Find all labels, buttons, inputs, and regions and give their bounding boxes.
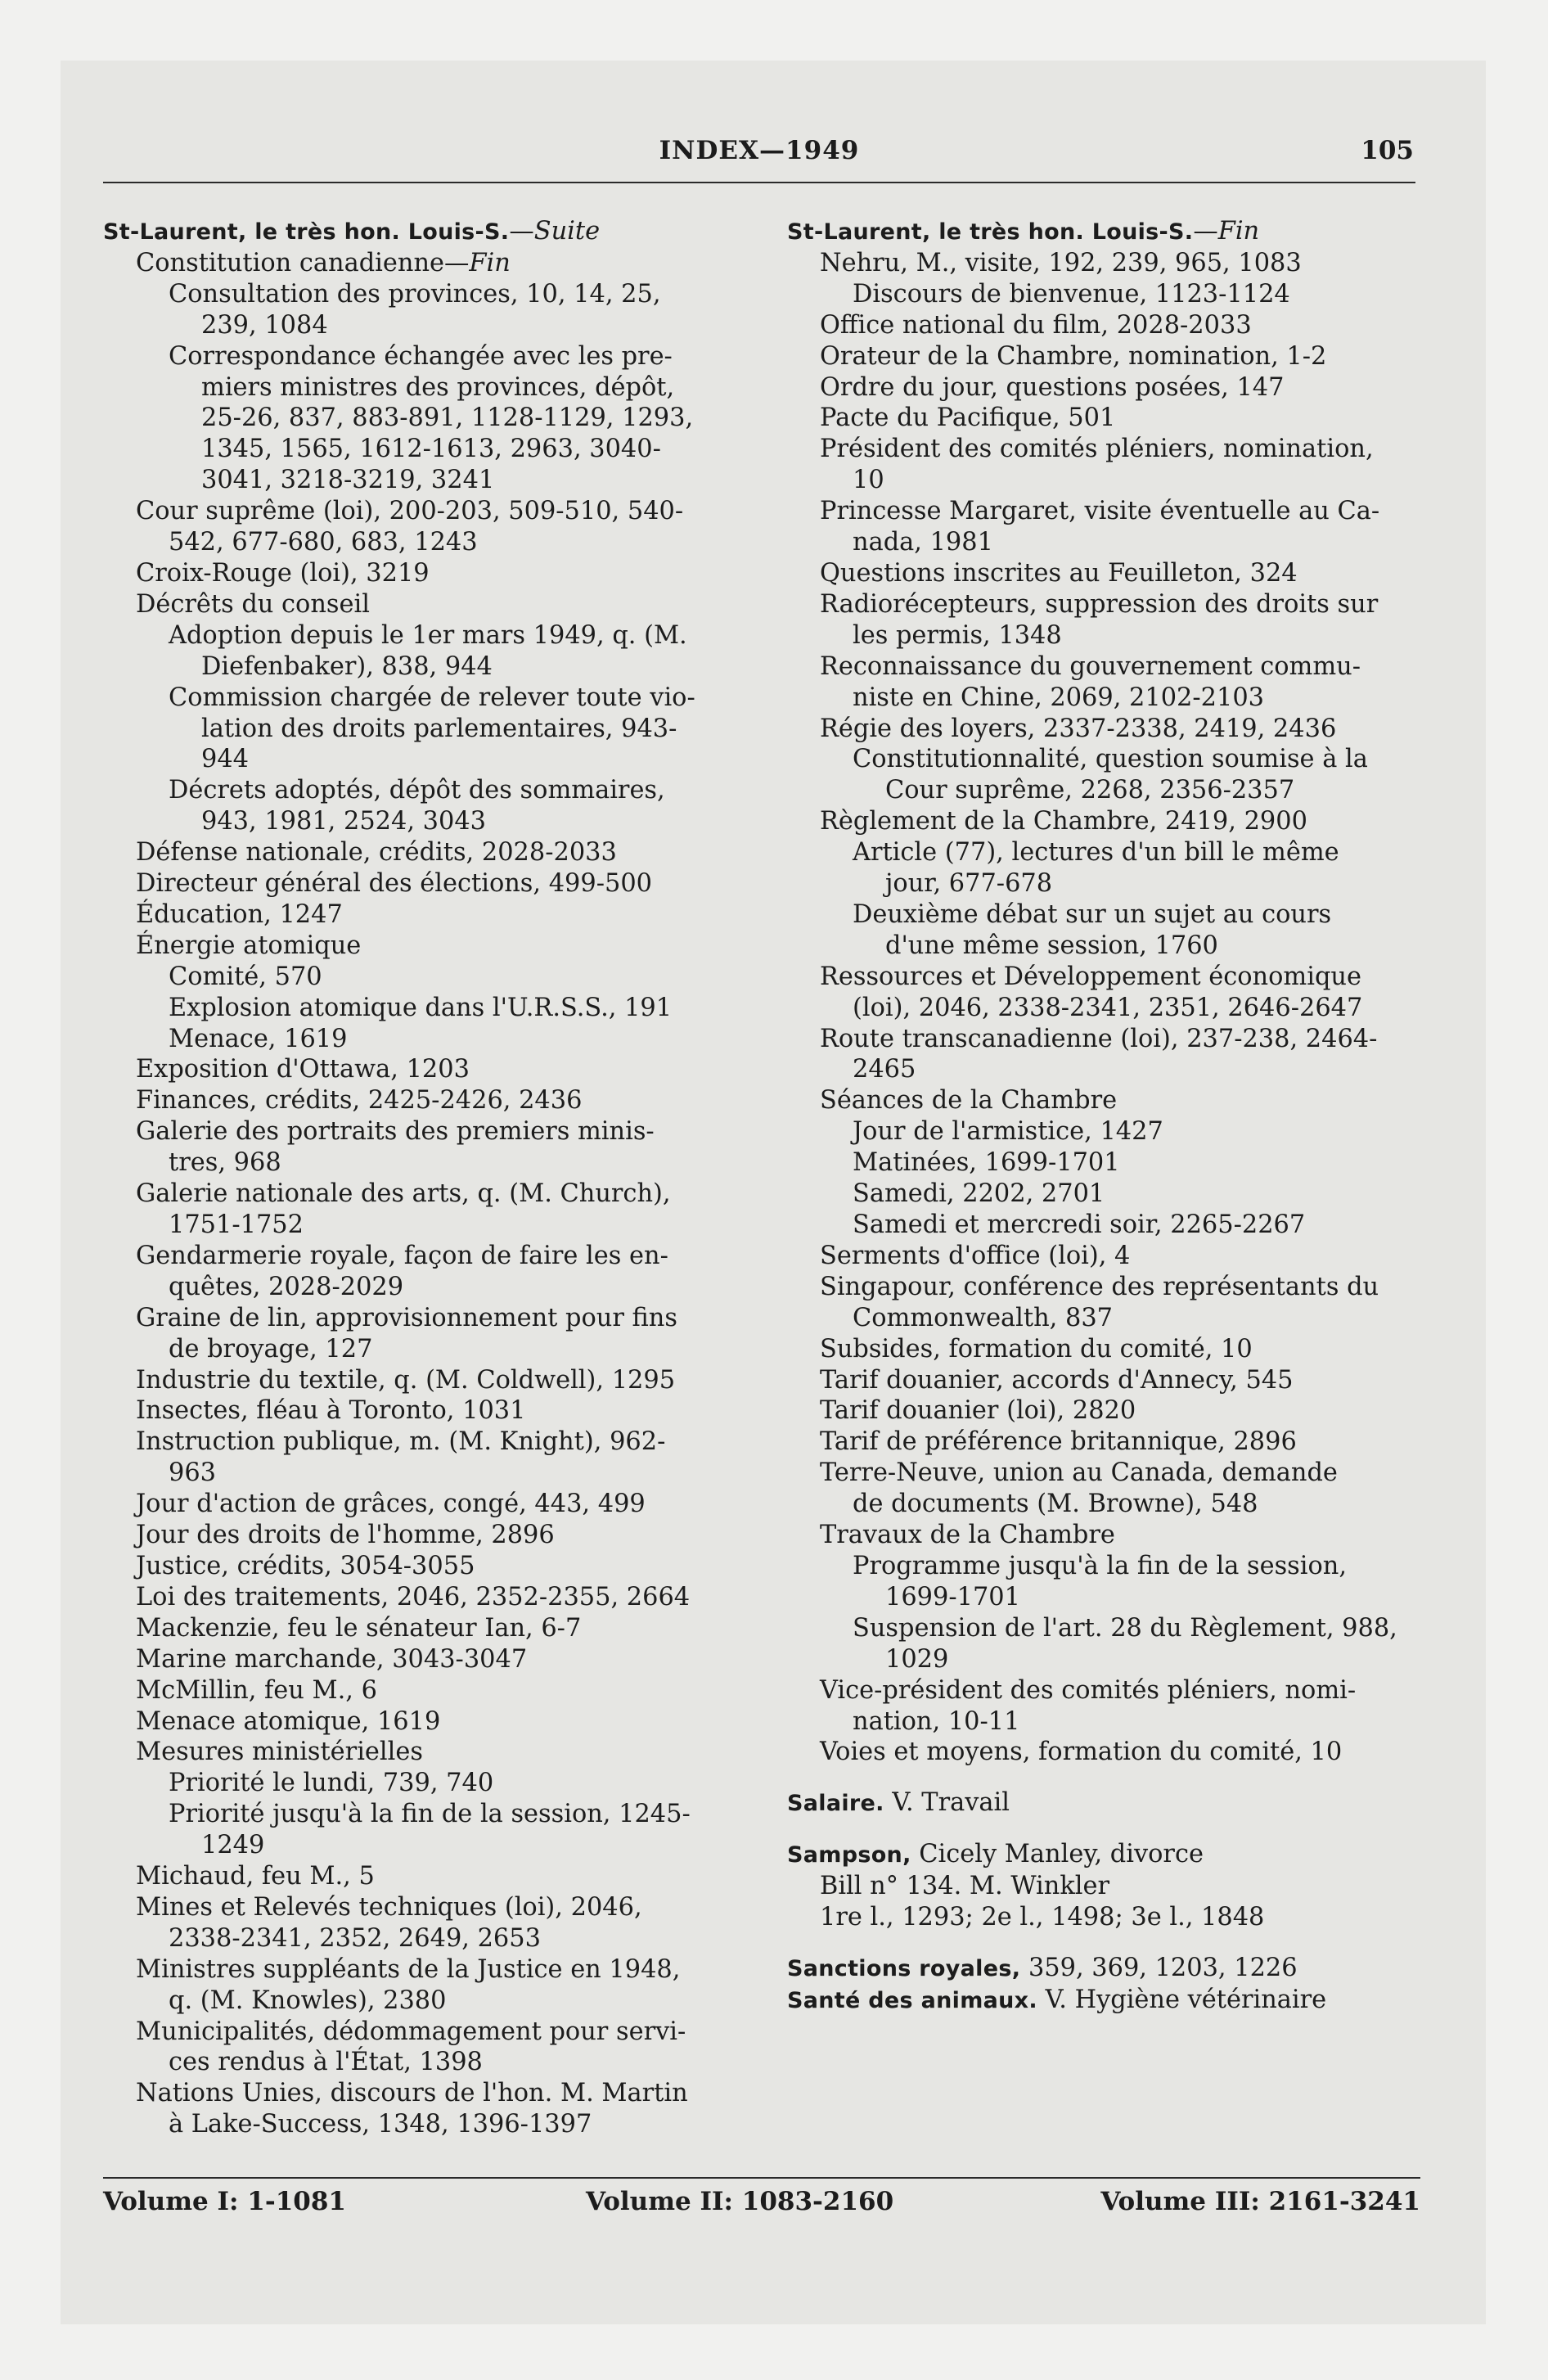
index-entry-line: (loi), 2046, 2338-2341, 2351, 2646-2647 — [853, 993, 1363, 1022]
index-entry-line: Éducation, 1247 — [136, 899, 343, 929]
page-number: 105 — [1361, 136, 1414, 165]
index-entry-line: Programme jusqu'à la fin de la session, — [853, 1551, 1348, 1580]
volume-footer — [103, 2177, 1420, 2220]
index-entry-line: Municipalités, dédommagement pour servi- — [136, 2017, 686, 2046]
index-heading — [787, 1839, 1433, 1871]
heading-refs: V. Hygiène vétérinaire — [1037, 1985, 1327, 2014]
index-entry-line: Mackenzie, feu le sénateur Ian, 6-7 — [136, 1613, 582, 1643]
index-entry-line: Suspension de l'art. 28 du Règlement, 988, — [853, 1613, 1397, 1643]
index-entry-line: Bill n° 134. M. Winkler — [820, 1872, 1109, 1901]
index-entry-line: Route transcanadienne (loi), 237-238, 2464- — [820, 1024, 1378, 1053]
index-entry-line: Décrets adoptés, dépôt des sommaires, — [169, 776, 665, 805]
subheading-continuation: Fin — [469, 248, 511, 277]
index-entry-line: Princesse Margaret, visite éventuelle au Ca- — [820, 497, 1380, 526]
index-entry-line: Graine de lin, approvisionnement pour fins — [136, 1303, 677, 1332]
index-entry-line: Jour de l'armistice, 1427 — [853, 1117, 1163, 1147]
index-entry-line: 25-26, 837, 883-891, 1128-1129, 1293, — [201, 403, 694, 433]
index-entry-line: Priorité le lundi, 739, 740 — [169, 1769, 494, 1798]
index-entry-line: Insectes, fléau à Toronto, 1031 — [136, 1396, 526, 1426]
index-entry-line: Singapour, conférence des représentants du — [820, 1272, 1379, 1301]
index-entry-line: Article (77), lectures d'un bill le même — [853, 838, 1339, 868]
index-entry-line: d'une même session, 1760 — [885, 931, 1218, 960]
index-entry-line: Jour des droits de l'homme, 2896 — [136, 1521, 555, 1550]
index-entry-line: Vice-président des comités pléniers, nomi- — [820, 1675, 1357, 1705]
index-entry-line: Directeur général des élections, 499-500 — [136, 869, 653, 899]
heading-dash: — — [1193, 217, 1218, 246]
index-entry-line: Correspondance échangée avec les pre- — [169, 341, 673, 371]
index-entry-line: Énergie atomique — [136, 931, 362, 960]
index-entry-line: Loi des traitements, 2046, 2352-2355, 2664 — [136, 1582, 691, 1611]
index-entry-line: 542, 677-680, 683, 1243 — [169, 528, 478, 557]
entry-gap — [787, 1819, 1433, 1839]
index-entry-line: Instruction publique, m. (M. Knight), 962- — [136, 1427, 666, 1457]
index-entry-line: Mines et Relevés techniques (loi), 2046, — [136, 1892, 642, 1922]
index-entry-line: Tarif douanier (loi), 2820 — [820, 1396, 1136, 1426]
index-entry-line: Samedi, 2202, 2701 — [853, 1179, 1105, 1209]
index-entry-line: 1re l., 1293; 2e l., 1498; 3e l., 1848 — [820, 1903, 1265, 1932]
index-entry-line: Tarif douanier, accords d'Annecy, 545 — [820, 1365, 1294, 1395]
index-entry-line: à Lake-Success, 1348, 1396-1397 — [169, 2110, 592, 2139]
index-entry-line: Industrie du textile, q. (M. Coldwell), 1295 — [136, 1365, 676, 1395]
index-entry-line: Adoption depuis le 1er mars 1949, q. (M. — [169, 620, 687, 650]
index-entry-line: Explosion atomique dans l'U.R.S.S., 191 — [169, 993, 673, 1022]
index-entry-line: Ressources et Développement économique — [820, 962, 1361, 991]
index-entry-line: les permis, 1348 — [853, 620, 1062, 650]
heading-term: Sanctions royales, — [787, 1955, 1021, 1981]
index-entry-line: Jour d'action de grâces, congé, 443, 499 — [136, 1490, 646, 1519]
heading-term: Sampson, — [787, 1842, 911, 1868]
index-entry-line: Tarif de préférence britannique, 2896 — [820, 1427, 1297, 1457]
index-entry-line: Radiorécepteurs, suppression des droits sur — [820, 589, 1379, 619]
index-entry-line: Menace, 1619 — [169, 1024, 348, 1053]
index-entry-line: Subsides, formation du comité, 10 — [820, 1334, 1253, 1364]
index-entry-line: Gendarmerie royale, façon de faire les en- — [136, 1241, 668, 1270]
heading-term: Salaire. — [787, 1791, 884, 1817]
index-entry-line: Exposition d'Ottawa, 1203 — [136, 1055, 470, 1084]
heading-refs: Cicely Manley, divorce — [911, 1840, 1204, 1869]
index-entry-line: 1699-1701 — [885, 1582, 1020, 1611]
index-entry-line: Galerie des portraits des premiers minis- — [136, 1117, 655, 1147]
index-entry-line: 943, 1981, 2524, 3043 — [201, 807, 486, 836]
index-entry-line: 1029 — [885, 1644, 949, 1674]
index-heading — [787, 1985, 1433, 2017]
index-column-right — [787, 216, 1433, 2017]
index-entry-line: Ministres suppléants de la Justice en 1948, — [136, 1954, 681, 1984]
index-entry-line: Comité, 570 — [169, 962, 322, 991]
index-entry-line: 1249 — [201, 1831, 265, 1860]
index-entry-line: Séances de la Chambre — [820, 1086, 1118, 1116]
index-entry-line: Règlement de la Chambre, 2419, 2900 — [820, 807, 1307, 836]
index-entry-line: ces rendus à l'État, 1398 — [169, 2048, 483, 2077]
heading-continuation: Suite — [533, 217, 601, 246]
index-entry-line: jour, 677-678 — [885, 869, 1053, 899]
index-entry-line: Voies et moyens, formation du comité, 10 — [820, 1738, 1343, 1767]
heading-term: St-Laurent, le très hon. Louis-S. — [787, 219, 1194, 245]
index-entry-line: 3041, 3218-3219, 3241 — [201, 466, 495, 495]
index-entry-line: niste en Chine, 2069, 2102-2103 — [853, 683, 1265, 712]
page-title: INDEX—1949 — [659, 136, 860, 165]
index-entry-line: Travaux de la Chambre — [820, 1521, 1115, 1550]
index-entry-line: Orateur de la Chambre, nomination, 1-2 — [820, 341, 1327, 371]
index-entry-line: Consultation des provinces, 10, 14, 25, — [169, 279, 661, 309]
index-heading — [787, 1953, 1433, 1985]
index-entry-line: nada, 1981 — [853, 528, 993, 557]
index-entry-line: Marine marchande, 3043-3047 — [136, 1644, 528, 1674]
heading-term: St-Laurent, le très hon. Louis-S. — [103, 219, 510, 245]
index-entry-line: Diefenbaker), 838, 944 — [201, 651, 493, 681]
index-entry-line: 1751-1752 — [169, 1210, 304, 1239]
index-entry-line: quêtes, 2028-2029 — [169, 1272, 404, 1301]
index-entry-line: de documents (M. Browne), 548 — [853, 1490, 1258, 1519]
index-entry-line: Questions inscrites au Feuilleton, 324 — [820, 558, 1298, 588]
index-entry-line: Reconnaissance du gouvernement commu- — [820, 651, 1361, 681]
index-entry-line: Michaud, feu M., 5 — [136, 1862, 375, 1891]
index-entry-line: Matinées, 1699-1701 — [853, 1148, 1120, 1178]
subheading-text: Constitution canadienne— — [136, 248, 470, 277]
index-entry-line: Deuxième débat sur un sujet au cours — [853, 899, 1332, 929]
index-entry-line: 2338-2341, 2352, 2649, 2653 — [169, 1923, 541, 1953]
entry-gap — [787, 1768, 1433, 1787]
index-heading — [787, 216, 1433, 248]
volume-3-range: Volume III: 2161-3241 — [1100, 2187, 1420, 2216]
index-entry-line: Cour suprême, 2268, 2356-2357 — [885, 776, 1295, 805]
index-heading — [103, 216, 741, 248]
index-entry-line: Discours de bienvenue, 1123-1124 — [853, 279, 1290, 309]
index-column-left — [103, 216, 741, 2140]
heading-continuation: Fin — [1217, 217, 1260, 246]
index-entry-line: 944 — [201, 745, 250, 774]
index-entry-line: Régie des loyers, 2337-2338, 2419, 2436 — [820, 714, 1337, 743]
index-entry-line: Cour suprême (loi), 200-203, 509-510, 540- — [136, 497, 684, 526]
index-entry-line: Galerie nationale des arts, q. (M. Church), — [136, 1179, 671, 1209]
index-entry-line: Ordre du jour, questions posées, 147 — [820, 372, 1285, 402]
index-entry-line: 963 — [169, 1458, 217, 1488]
index-entry-line: 239, 1084 — [201, 310, 328, 340]
index-entry-line: Justice, crédits, 3054-3055 — [136, 1551, 475, 1580]
index-entry-line: Constitutionnalité, question soumise à la — [853, 745, 1368, 774]
index-entry-line: 1345, 1565, 1612-1613, 2963, 3040- — [201, 435, 661, 464]
entry-gap — [787, 1933, 1433, 1953]
index-entry-line: lation des droits parlementaires, 943- — [201, 714, 677, 743]
index-entry-line: Priorité jusqu'à la fin de la session, 1245- — [169, 1800, 691, 1829]
index-entry-line: nation, 10-11 — [853, 1706, 1020, 1736]
index-entry-line: q. (M. Knowles), 2380 — [169, 1986, 447, 2015]
index-entry-line: Serments d'office (loi), 4 — [820, 1241, 1131, 1270]
index-entry-line: Menace atomique, 1619 — [136, 1706, 441, 1736]
index-entry-line: Défense nationale, crédits, 2028-2033 — [136, 838, 617, 868]
index-heading — [787, 1787, 1433, 1819]
index-entry-line: Pacte du Pacifique, 501 — [820, 403, 1116, 433]
index-entry-line: Président des comités pléniers, nomination, — [820, 435, 1374, 464]
index-entry-line: de broyage, 127 — [169, 1334, 373, 1364]
volume-1-range: Volume I: 1-1081 — [103, 2187, 346, 2216]
heading-refs: 359, 369, 1203, 1226 — [1020, 1953, 1298, 1982]
index-entry-line: McMillin, feu M., 6 — [136, 1675, 377, 1705]
running-head — [103, 136, 1415, 183]
index-entry-line: Nehru, M., visite, 192, 239, 965, 1083 — [820, 248, 1302, 277]
index-entry-line: Terre-Neuve, union au Canada, demande — [820, 1458, 1338, 1488]
index-entry-line: Office national du film, 2028-2033 — [820, 310, 1252, 340]
index-entry-line: Commission chargée de relever toute vio- — [169, 683, 695, 712]
index-entry-line: tres, 968 — [169, 1148, 281, 1178]
index-entry-line: 2465 — [853, 1055, 916, 1084]
index-entry-line: Finances, crédits, 2425-2426, 2436 — [136, 1086, 583, 1116]
index-subheading — [103, 248, 741, 279]
index-entry-line: Décrêts du conseil — [136, 589, 370, 619]
volume-2-range: Volume II: 1083-2160 — [586, 2187, 894, 2216]
heading-term: Santé des animaux. — [787, 1987, 1037, 2013]
index-entry-line: Samedi et mercredi soir, 2265-2267 — [853, 1210, 1306, 1239]
index-entry-line: Nations Unies, discours de l'hon. M. Martin — [136, 2079, 688, 2108]
index-entry-line: miers ministres des provinces, dépôt, — [201, 372, 675, 402]
heading-dash: — — [509, 217, 534, 246]
index-entry-line: 10 — [853, 466, 884, 495]
index-entry-line: Mesures ministérielles — [136, 1738, 423, 1767]
index-entry-line: Croix-Rouge (loi), 3219 — [136, 558, 430, 588]
index-entry-line: Commonwealth, 837 — [853, 1303, 1114, 1332]
heading-refs: V. Travail — [884, 1788, 1010, 1818]
